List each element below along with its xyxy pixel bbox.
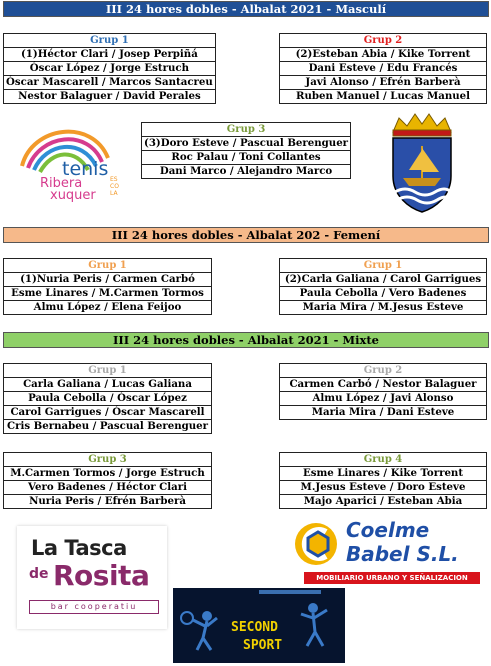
banner-masculi: III 24 hores dobles - Albalat 2021 - Masculí: [3, 1, 489, 17]
tenis-ribera-xuquer-logo: [12, 118, 130, 204]
pair: (1)Héctor Clari / Josep Perpiñá: [4, 48, 216, 62]
pair: Javi Alonso / Efrén Barberà: [280, 76, 487, 90]
pair: Cris Bernabeu / Pascual Berenguer: [4, 420, 212, 434]
coelme-text: Coelme: [346, 518, 430, 542]
group-title: Grup 1: [4, 259, 212, 273]
pair: Dani Esteve / Edu Francés: [280, 62, 487, 76]
de-text: de: [29, 566, 49, 582]
xuquer-word: xuquer: [50, 188, 96, 203]
coelme-babel-logo: [294, 518, 482, 588]
second-sport-logo: [173, 588, 345, 663]
pair: Maria Mira / M.Jesus Esteve: [280, 301, 487, 315]
second-text: SECOND: [231, 620, 278, 635]
pair: Carol Garrigues / Óscar Mascarell: [4, 406, 212, 420]
group-title: Grup 4: [280, 453, 487, 467]
group-title: Grup 2: [280, 34, 487, 48]
pair: M.Jesus Esteve / Doro Esteve: [280, 481, 487, 495]
group-title: Grup 2: [280, 364, 487, 378]
pair: Majo Aparici / Esteban Abia: [280, 495, 487, 509]
mixte-group-3: [3, 452, 212, 509]
pair: Maria Mira / Dani Esteve: [280, 406, 487, 420]
bar-cooperatiu-text: bar cooperatiu: [29, 600, 159, 614]
group-title: Grup 1: [4, 364, 212, 378]
group-title: Grup 3: [4, 453, 212, 467]
mixte-group-1: [3, 363, 212, 434]
pair: Vero Badenes / Héctor Clari: [4, 481, 212, 495]
coelme-emblem-icon: [294, 520, 338, 568]
pair: Ruben Manuel / Lucas Manuel: [280, 90, 487, 104]
femeni-group-1: [3, 258, 212, 315]
la-tasca-text: La Tasca: [31, 536, 127, 560]
femeni-group-2: [279, 258, 487, 315]
rosita-text: Rosita: [53, 559, 150, 592]
sport-text: SPORT: [243, 638, 283, 653]
pair: Nuria Peris / Efrén Barberà: [4, 495, 212, 509]
masculi-group-2: [279, 33, 487, 104]
banner-mixte: III 24 hores dobles - Albalat 2021 - Mixte: [3, 332, 489, 348]
pair: Esme Linares / M.Carmen Tormos: [4, 287, 212, 301]
tenis-word: tenis: [62, 158, 109, 180]
pair: Carla Galiana / Lucas Galiana: [4, 378, 212, 392]
mobiliario-text: MOBILIARIO URBANO Y SEÑALIZACION: [304, 572, 480, 584]
masculi-group-3: [141, 122, 351, 179]
babel-text: Babel S.L.: [346, 542, 459, 566]
pair: (3)Doro Esteve / Pascual Berenguer: [142, 137, 351, 151]
group-title: Grup 1: [4, 34, 216, 48]
pair: Paula Cebolla / Vero Badenes: [280, 287, 487, 301]
pair: Esme Linares / Kike Torrent: [280, 467, 487, 481]
pair: Óscar Mascarell / Marcos Santacreu: [4, 76, 216, 90]
pair: (2)Carla Galiana / Carol Garrigues: [280, 273, 487, 287]
ribera-word: Ribera: [40, 176, 83, 191]
pair: M.Carmen Tormos / Jorge Estruch: [4, 467, 212, 481]
pair: Almu López / Elena Feijoo: [4, 301, 212, 315]
albalat-coat-of-arms-logo: [385, 112, 459, 214]
coat-of-arms-icon: [385, 112, 459, 214]
pair: (1)Nuria Peris / Carmen Carbó: [4, 273, 212, 287]
group-title: Grup 1: [280, 259, 487, 273]
pair: Carmen Carbó / Nestor Balaguer: [280, 378, 487, 392]
pair: Roc Palau / Toni Collantes: [142, 151, 351, 165]
pair: Paula Cebolla / Óscar López: [4, 392, 212, 406]
escola-word: ES CO LA: [110, 176, 119, 197]
group-title: Grup 3: [142, 123, 351, 137]
mixte-group-2: [279, 363, 487, 420]
pair: (2)Esteban Abia / Kike Torrent: [280, 48, 487, 62]
pair: Almu López / Javi Alonso: [280, 392, 487, 406]
mixte-group-4: [279, 452, 487, 509]
banner-femeni: III 24 hores dobles - Albalat 202 - Femení: [3, 227, 489, 243]
pair: Dani Marco / Alejandro Marco: [142, 165, 351, 179]
la-tasca-de-rosita-logo: [17, 526, 167, 629]
pair: Nestor Balaguer / David Perales: [4, 90, 216, 104]
pair: Óscar López / Jorge Estruch: [4, 62, 216, 76]
masculi-group-1: [3, 33, 216, 104]
